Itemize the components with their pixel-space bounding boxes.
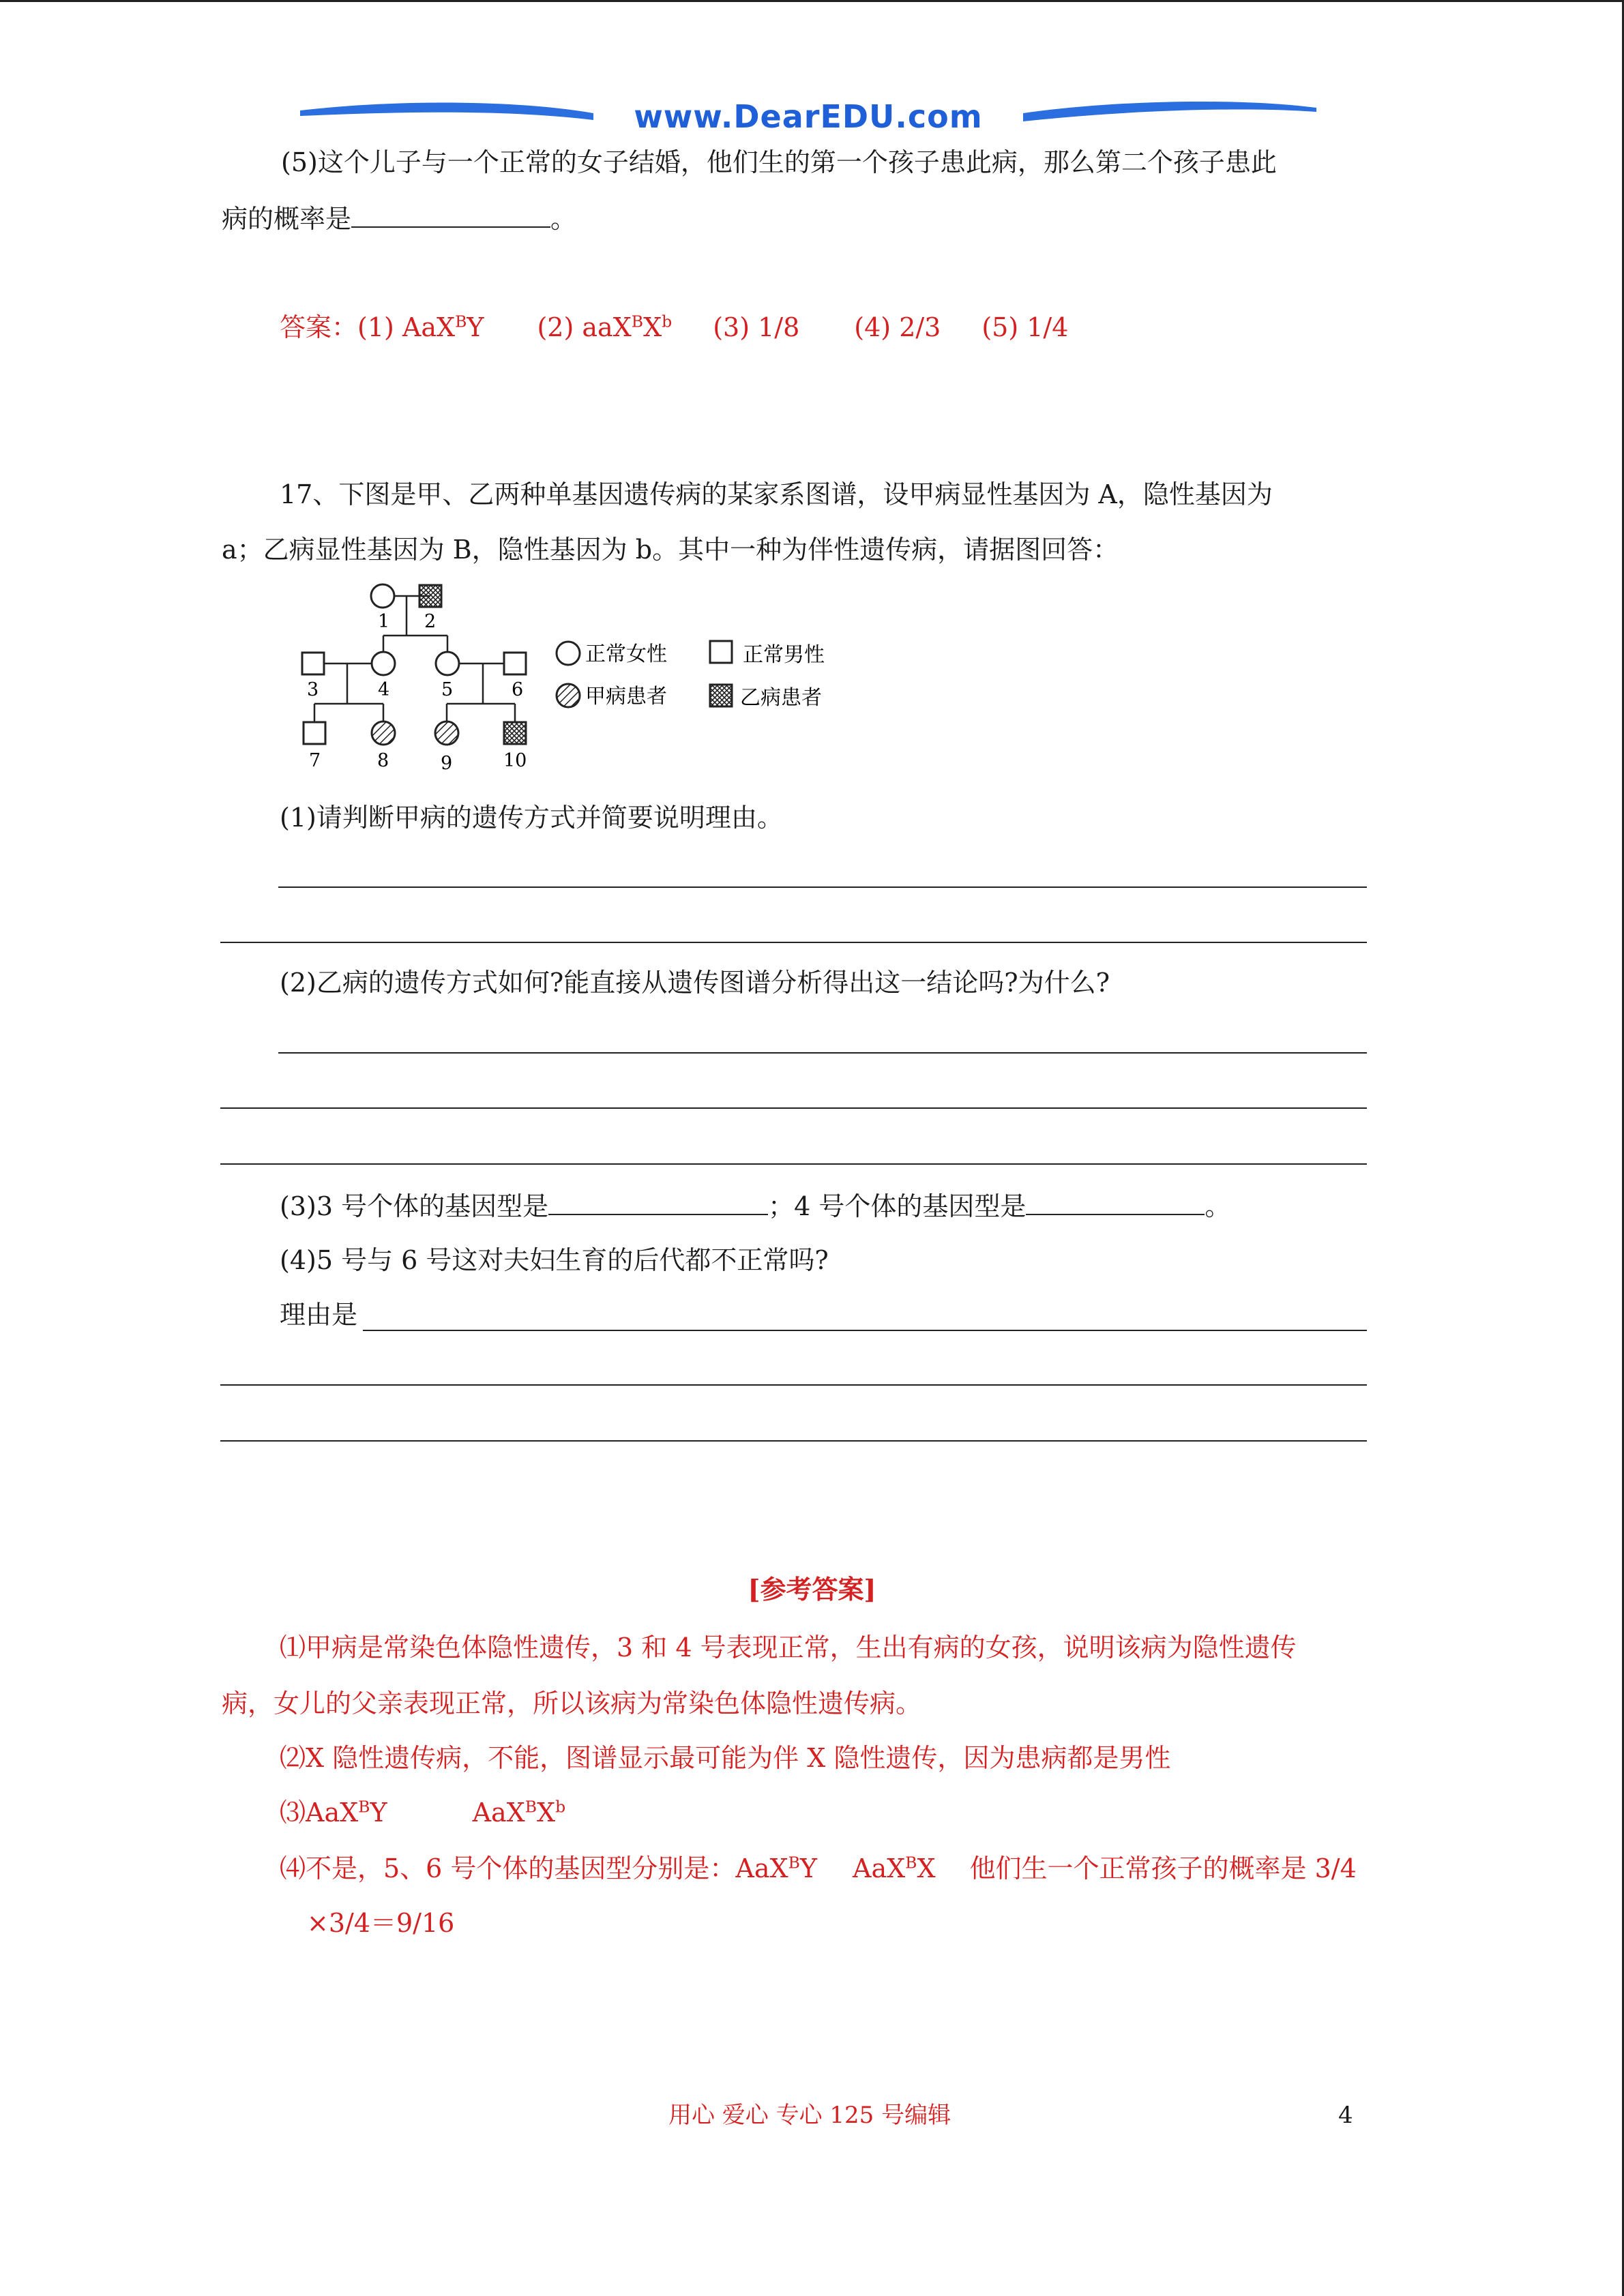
label-4: 4 — [378, 679, 390, 700]
individual-1 — [371, 584, 394, 608]
label-6: 6 — [512, 679, 524, 700]
answer-line-1a[interactable] — [278, 886, 1367, 888]
q17-3-period: 。 — [1205, 1191, 1231, 1221]
label-8: 8 — [377, 750, 389, 771]
ref-a4-p4: X — [917, 1853, 936, 1883]
ref-a3-p2: Y — [370, 1798, 387, 1828]
q17-2: (2)乙病的遗传方式如何?能直接从遗传图谱分析得出这一结论吗?为什么? — [280, 968, 1110, 998]
q16-5-line2 — [222, 199, 576, 238]
q17-4-reason: 理由是 — [280, 1300, 358, 1330]
answer-line-2c[interactable] — [220, 1163, 1367, 1165]
q16-5-line1: (5)这个儿子与一个正常的女子结婚，他们生的第一个孩子患此病，那么第二个孩子患此 — [281, 147, 1277, 177]
individual-4 — [372, 652, 395, 675]
ref-a1-line1: ⑴甲病是常染色体隐性遗传，3 和 4 号表现正常，生出有病的女孩，说明该病为隐性遗传 — [280, 1632, 1297, 1663]
label-5: 5 — [441, 679, 454, 700]
ref-a3 — [280, 1793, 565, 1832]
ref-a4-sup1: B — [788, 1853, 800, 1873]
ref-a3-p4: X — [537, 1798, 556, 1828]
legend-disease-b: 乙病患者 — [740, 686, 822, 710]
ref-a4-p2: Y — [799, 1853, 817, 1883]
q17-1: (1)请判断甲病的遗传方式并简要说明理由。 — [280, 803, 783, 833]
legend-disease-b-icon — [710, 685, 732, 706]
label-9: 9 — [441, 753, 453, 774]
q17-3-blank-4[interactable] — [1026, 1187, 1205, 1215]
page-top-border — [0, 0, 1624, 2]
reference-title: [参考答案] — [748, 1574, 876, 1605]
label-2: 2 — [424, 611, 437, 632]
label-10: 10 — [503, 750, 527, 771]
individual-6 — [504, 653, 526, 674]
ref-a2: ⑵X 隐性遗传病，不能，图谱显示最可能为伴 X 隐性遗传，因为患病都是男性 — [280, 1743, 1171, 1773]
ans-1a: (1) AaX — [357, 312, 456, 342]
legend-normal-male: 正常男性 — [743, 643, 825, 667]
legend-disease-a-icon — [557, 684, 580, 707]
ref-a3-p3: AaX — [472, 1798, 525, 1828]
ref-a4-line1 — [280, 1849, 1357, 1888]
answer-line-1b[interactable] — [220, 942, 1367, 943]
ref-a3-sup1: B — [358, 1797, 370, 1817]
ans-2-sup2: b — [662, 312, 673, 331]
ref-a3-p1: ⑶AaX — [280, 1798, 359, 1828]
q17-intro-line2: a；乙病显性基因为 B，隐性基因为 b。其中一种为伴性遗传病，请据图回答： — [222, 535, 1119, 565]
individual-3 — [302, 653, 324, 674]
individual-7 — [304, 722, 325, 744]
site-logo — [300, 95, 1316, 150]
legend-normal-male-icon — [710, 641, 732, 663]
ref-a4-p5: 他们生一个正常孩子的概率是 3/4 — [969, 1853, 1357, 1883]
q17-3-blank-3[interactable] — [548, 1187, 768, 1215]
answer-line-4b[interactable] — [220, 1384, 1367, 1386]
q16-5-blank[interactable] — [351, 199, 550, 228]
legend-disease-a: 甲病患者 — [585, 685, 667, 709]
label-1: 1 — [378, 611, 390, 632]
ref-a4-sup2: B — [905, 1853, 917, 1873]
q16-5-period: 。 — [550, 204, 577, 234]
q17-3 — [280, 1187, 1230, 1225]
ans-3: (3) 1/8 — [713, 312, 800, 342]
label-7: 7 — [309, 750, 321, 771]
legend-normal-female-icon — [557, 642, 580, 665]
answer-line-2a[interactable] — [278, 1052, 1367, 1054]
q16-answers — [280, 308, 1068, 346]
logo-text: www.DearEDU.com — [634, 98, 983, 135]
individual-2 — [419, 585, 441, 607]
ref-a3-sup3: b — [555, 1797, 566, 1817]
ref-a4-p3: AaX — [853, 1853, 906, 1883]
individual-10 — [504, 722, 526, 744]
individual-5 — [436, 652, 459, 675]
answer-label: 答案： — [280, 312, 358, 342]
ans-4: (4) 2/3 — [854, 312, 941, 342]
legend-normal-female: 正常女性 — [585, 642, 667, 666]
q16-5-text: 病的概率是 — [222, 204, 352, 234]
ans-2a: (2) aaX — [537, 312, 632, 342]
individual-8 — [372, 721, 395, 745]
ref-a4-p1: ⑷不是，5、6 号个体的基因型分别是：AaX — [280, 1853, 788, 1883]
ans-2b: X — [643, 312, 662, 342]
q17-3-text-a: (3)3 号个体的基因型是 — [280, 1191, 549, 1221]
ref-a4-line2: ×3/4＝9/16 — [307, 1908, 455, 1938]
answer-line-4c[interactable] — [220, 1440, 1367, 1442]
q17-4: (4)5 号与 6 号这对夫妇生育的后代都不正常吗? — [280, 1245, 829, 1275]
page-number: 4 — [1338, 2102, 1353, 2129]
ref-a1-line2: 病，女儿的父亲表现正常，所以该病为常染色体隐性遗传病。 — [222, 1688, 922, 1718]
label-3: 3 — [307, 679, 319, 700]
answer-line-2b[interactable] — [220, 1107, 1367, 1109]
ans-1-sup: B — [455, 312, 467, 331]
q17-intro-line1: 17、下图是甲、乙两种单基因遗传病的某家系图谱，设甲病显性基因为 A，隐性基因为 — [280, 479, 1273, 509]
ans-1b: Y — [467, 312, 484, 342]
answer-line-4a[interactable] — [363, 1330, 1367, 1331]
footer-text: 用心 爱心 专心 125 号编辑 — [668, 2102, 951, 2129]
q17-3-text-b: ；4 号个体的基因型是 — [768, 1191, 1027, 1221]
pedigree-diagram — [290, 578, 856, 779]
individual-9 — [435, 721, 458, 745]
ans-5: (5) 1/4 — [981, 312, 1069, 342]
ref-a3-sup2: B — [525, 1797, 537, 1817]
ans-2-sup1: B — [631, 312, 644, 331]
